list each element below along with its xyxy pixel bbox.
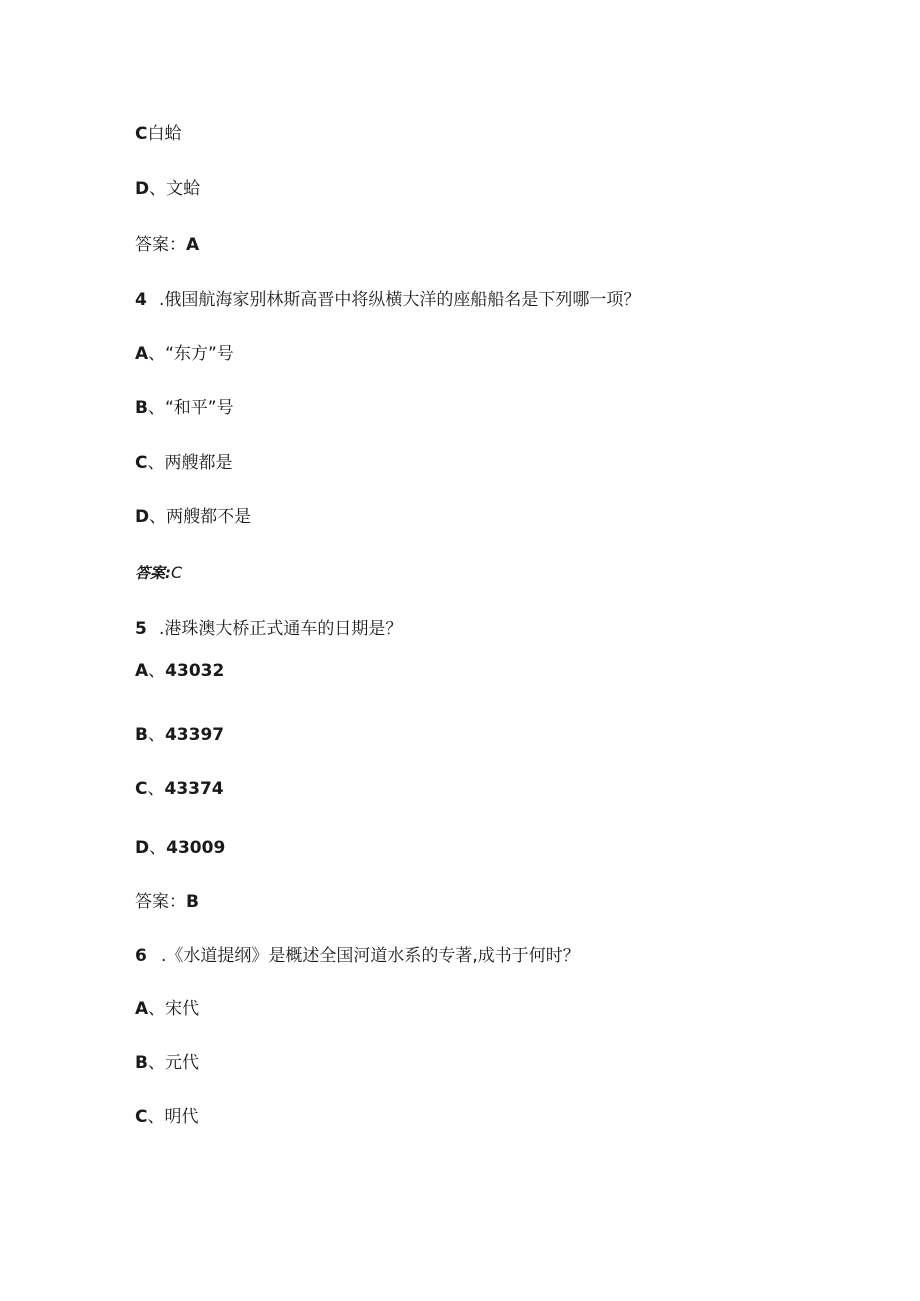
option-letter: C: [135, 779, 148, 799]
question-6-option-c: [135, 1106, 198, 1128]
question-4: [135, 289, 640, 311]
answer-value: C: [171, 563, 183, 582]
option-text: 43397: [164, 725, 225, 745]
option-text: 43009: [166, 838, 226, 858]
question-4-option-d: [135, 506, 251, 528]
question-6: [135, 945, 580, 967]
option-letter: B: [135, 398, 148, 418]
answer-label: 答案：: [135, 235, 186, 255]
question-5-option-a: [135, 660, 224, 682]
option-separator: 、: [149, 838, 167, 858]
option-text: 43032: [165, 661, 225, 681]
option-text: 宋代: [165, 999, 200, 1019]
option-letter: D: [135, 507, 150, 527]
option-letter: C: [135, 124, 148, 144]
option-text: 两艘都不是: [166, 507, 252, 527]
question-4-answer: [135, 562, 182, 584]
option-separator: 、: [149, 507, 167, 527]
question-4-option-b: [135, 397, 234, 419]
question-number: 5: [135, 619, 147, 639]
option-c: [135, 123, 181, 145]
question-4-option-c: [135, 452, 232, 474]
option-text: 43374: [164, 779, 224, 799]
option-separator: 、: [147, 779, 165, 799]
option-letter: B: [135, 1053, 148, 1073]
answer-label: 答案：: [135, 892, 186, 912]
question-5-answer: [135, 891, 199, 913]
option-letter: B: [135, 725, 148, 745]
option-text: 白蛤: [147, 124, 182, 144]
option-separator: 、: [147, 725, 165, 745]
option-separator: 、: [147, 453, 165, 473]
option-letter: D: [135, 838, 150, 858]
option-letter: C: [135, 453, 148, 473]
option-letter: C: [135, 1107, 148, 1127]
answer-value: B: [186, 892, 199, 912]
option-text: 两艘都是: [164, 453, 233, 473]
option-separator: 、: [147, 1107, 165, 1127]
question-text: .港珠澳大桥正式通车的日期是？: [159, 619, 403, 639]
option-separator: 、: [147, 398, 165, 418]
option-text: 文蛤: [166, 179, 201, 199]
option-letter: A: [135, 661, 149, 681]
question-5-option-c: [135, 778, 224, 800]
question-text: .俄国航海家别林斯高晋中将纵横大洋的座船船名是下列哪一项？: [159, 290, 641, 310]
answer-value: A: [186, 235, 200, 255]
option-separator: 、: [147, 1053, 165, 1073]
option-separator: 、: [148, 661, 166, 681]
question-5-option-d: [135, 837, 225, 859]
option-separator: 、: [148, 344, 166, 364]
option-text: “东方”号: [165, 344, 234, 364]
option-letter: A: [135, 344, 149, 364]
question-text: .《水道提纲》是概述全国河道水系的专著,成书于何时？: [161, 946, 580, 966]
option-letter: A: [135, 999, 149, 1019]
option-d: [135, 178, 200, 200]
answer-line: [135, 234, 199, 256]
question-number: 4: [135, 290, 147, 310]
option-separator: 、: [149, 179, 167, 199]
option-text: “和平”号: [164, 398, 234, 418]
question-6-option-b: [135, 1052, 199, 1074]
question-5-option-b: [135, 724, 224, 746]
question-number: 6: [135, 946, 147, 966]
answer-label: 答案:: [135, 564, 171, 582]
option-separator: 、: [148, 999, 166, 1019]
option-text: 元代: [164, 1053, 199, 1073]
option-text: 明代: [164, 1107, 199, 1127]
question-5: [135, 618, 402, 640]
option-letter: D: [135, 179, 150, 199]
question-6-option-a: [135, 998, 199, 1020]
question-4-option-a: [135, 343, 234, 365]
